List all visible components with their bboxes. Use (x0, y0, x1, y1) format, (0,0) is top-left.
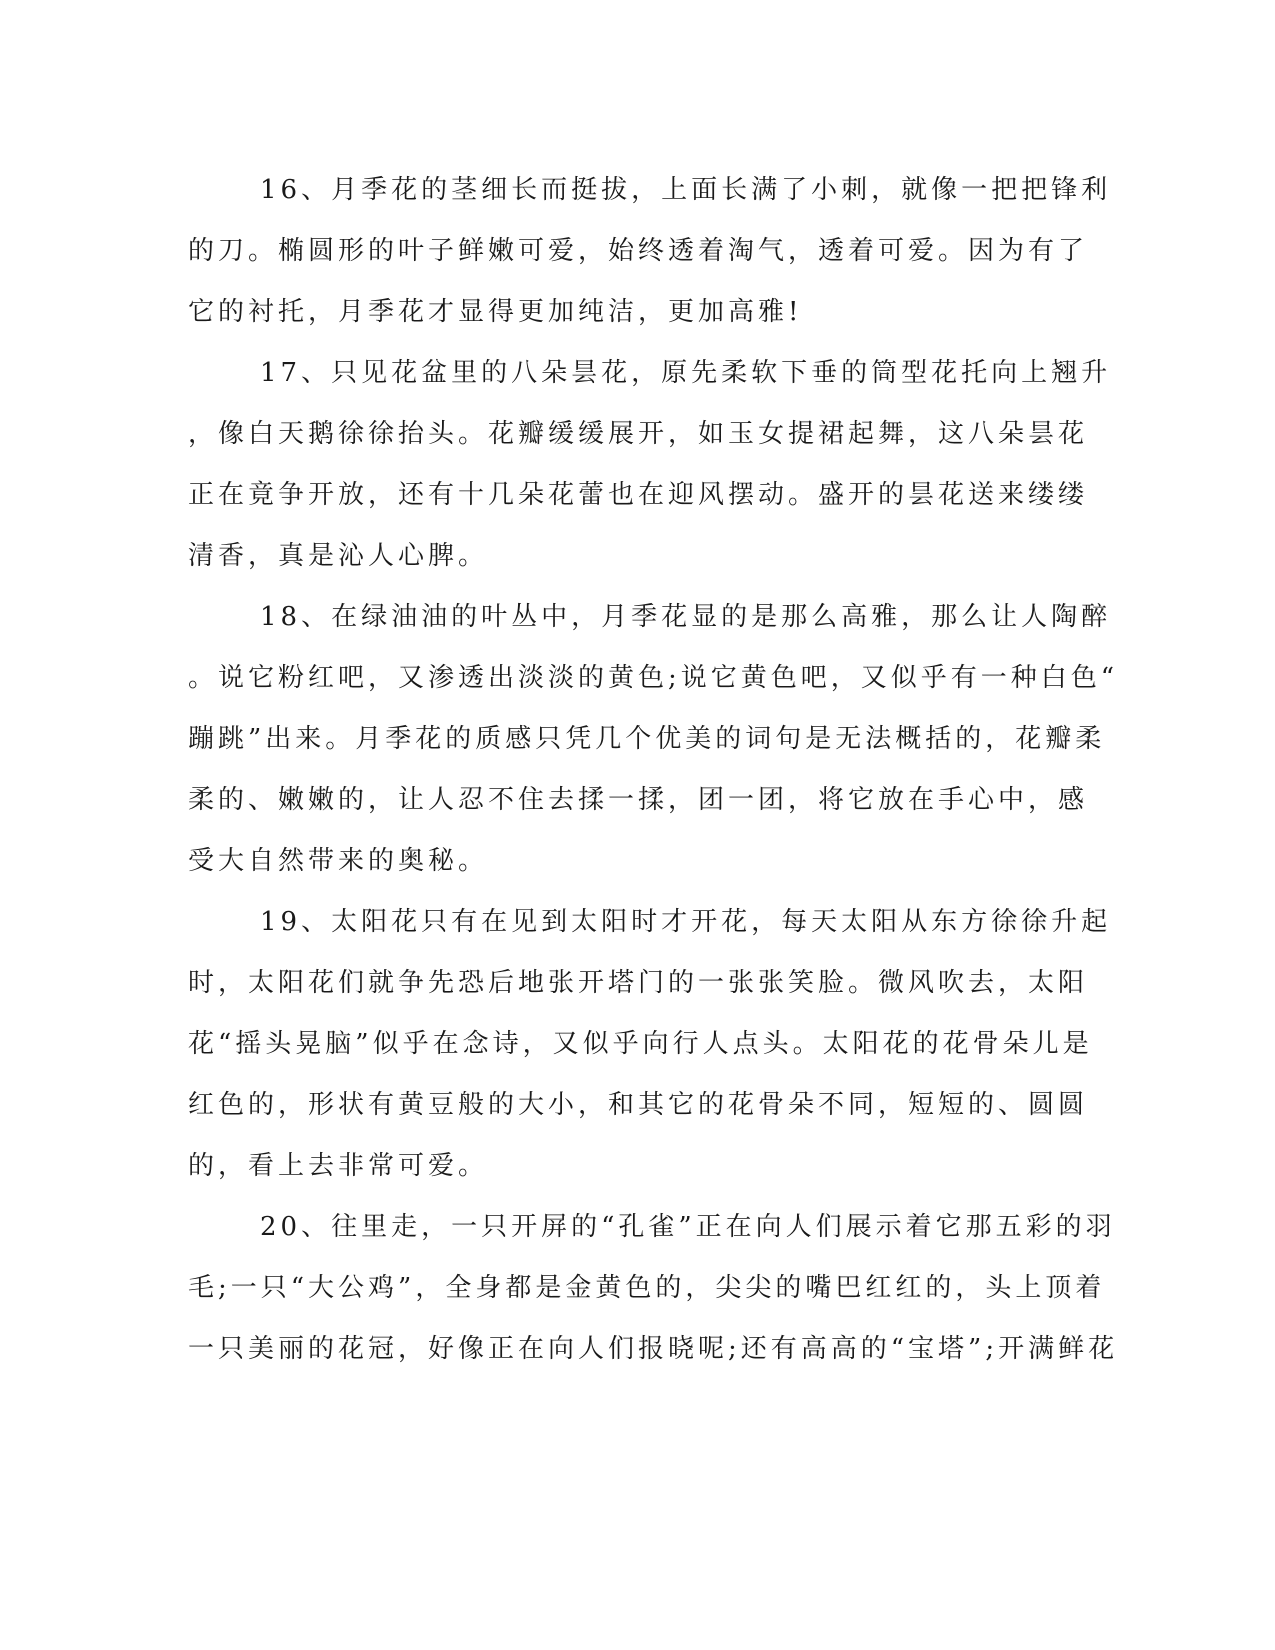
text-line: 红色的，形状有黄豆般的大小，和其它的花骨朵不同，短短的、圆圆 (188, 1090, 1089, 1120)
text-line: 19、太阳花只有在见到太阳时才开花，每天太阳从东方徐徐升起 (260, 907, 1112, 937)
text-line: 柔的、嫩嫩的，让人忍不住去揉一揉，团一团，将它放在手心中，感 (188, 785, 1089, 815)
text-line: ，像白天鹅徐徐抬头。花瓣缓缓展开，如玉女提裙起舞，这八朵昙花 (188, 419, 1089, 449)
text-line: 花“摇头晃脑”似乎在念诗，又似乎向行人点头。太阳花的花骨朵儿是 (188, 1029, 1093, 1059)
text-line: 的刀。椭圆形的叶子鲜嫩可爱，始终透着淘气，透着可爱。因为有了 (188, 236, 1089, 266)
text-line: 20、往里走，一只开屏的“孔雀”正在向人们展示着它那五彩的羽 (260, 1212, 1116, 1242)
text-line: 的，看上去非常可爱。 (188, 1151, 489, 1181)
document-body (188, 160, 1119, 1380)
paragraph-18 (188, 587, 1119, 892)
text-line: 它的衬托，月季花才显得更加纯洁，更加高雅! (188, 297, 803, 327)
paragraph-16 (188, 160, 1112, 343)
text-line: 。说它粉红吧，又渗透出淡淡的黄色;说它黄色吧，又似乎有一种白色“ (188, 663, 1119, 693)
text-line: 18、在绿油油的叶丛中，月季花显的是那么高雅，那么让人陶醉 (260, 602, 1112, 632)
text-line: 时，太阳花们就争先恐后地张开塔门的一张张笑脸。微风吹去，太阳 (188, 968, 1089, 998)
text-line: 受大自然带来的奥秘。 (188, 846, 489, 876)
paragraph-19 (188, 892, 1112, 1197)
paragraph-17 (188, 343, 1112, 587)
text-line: 一只美丽的花冠，好像正在向人们报晓呢;还有高高的“宝塔”;开满鲜花 (188, 1334, 1119, 1364)
paragraph-20 (188, 1197, 1119, 1380)
text-line: 蹦跳”出来。月季花的质感只凭几个优美的词句是无法概括的，花瓣柔 (188, 724, 1106, 754)
text-line: 正在竟争开放，还有十几朵花蕾也在迎风摆动。盛开的昙花送来缕缕 (188, 480, 1089, 510)
text-line: 清香，真是沁人心脾。 (188, 541, 489, 571)
text-line: 毛;一只“大公鸡”，全身都是金黄色的，尖尖的嘴巴红红的，头上顶着 (188, 1273, 1106, 1303)
text-line: 17、只见花盆里的八朵昙花，原先柔软下垂的筒型花托向上翘升 (260, 358, 1112, 388)
text-line: 16、月季花的茎细长而挺拔，上面长满了小刺，就像一把把锋利 (260, 175, 1112, 205)
